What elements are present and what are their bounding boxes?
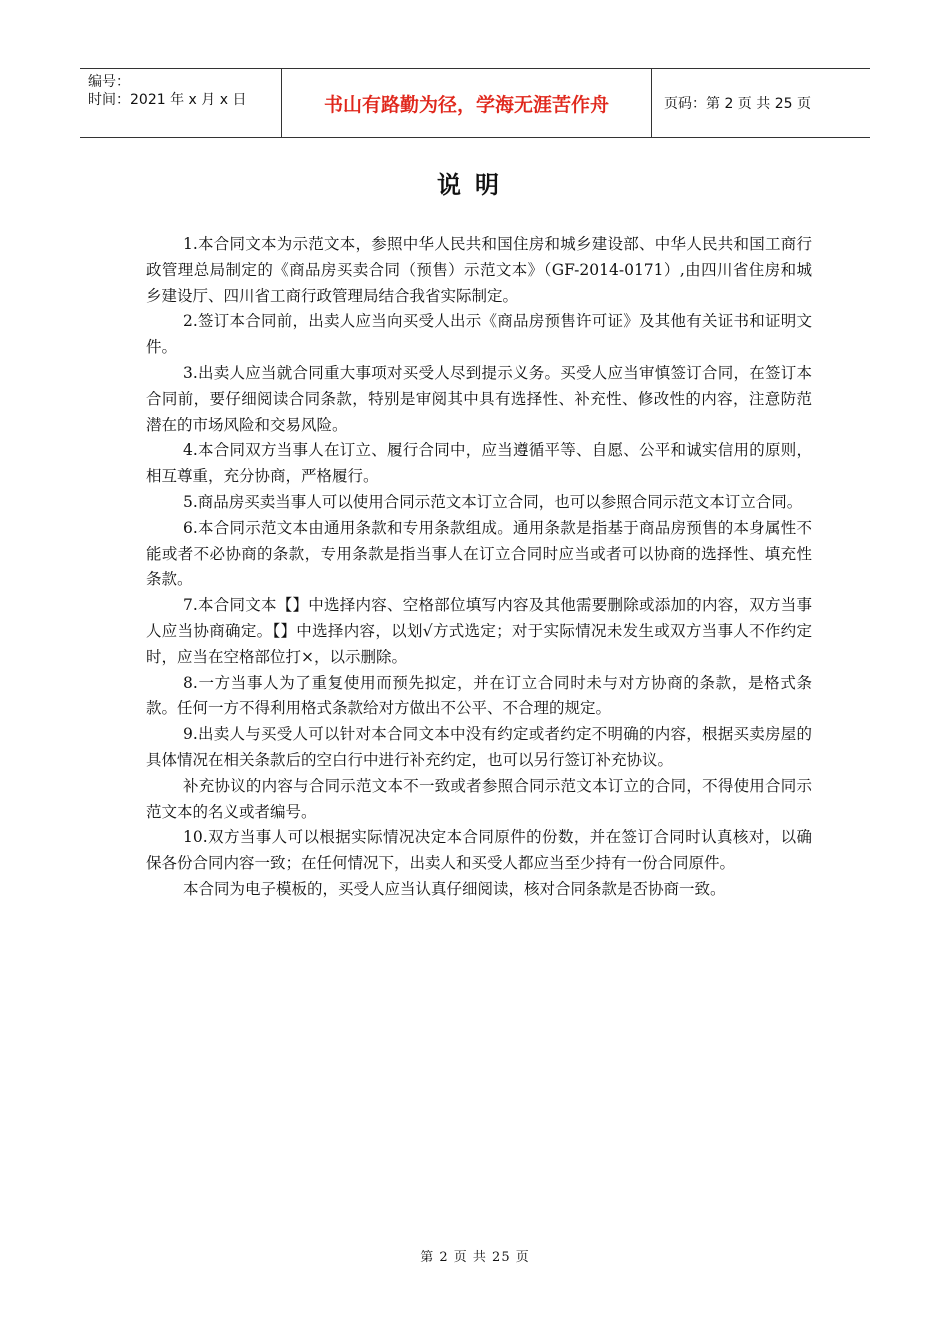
paragraph: 1.本合同文本为示范文本，参照中华人民共和国住房和城乡建设部、中华人民共和国工商行政管理总局制定的《商品房买卖合同（预售）示范文本》（GF-2014-0171）,由四川省住房和城乡建设厅、四川省工商行政管理局结合我省实际制定。 [146, 235, 812, 305]
paragraph: 3.出卖人应当就合同重大事项对买受人尽到提示义务。买受人应当审慎签订合同，在签订本合同前，要仔细阅读合同条款，特别是审阅其中具有选择性、补充性、修改性的内容，注意防范潜在的市场风险和交易风险。 [146, 363, 812, 434]
header-motto-cell [282, 69, 652, 137]
paragraph: 10.双方当事人可以根据实际情况决定本合同原件的份数，并在签订合同时认真核对，以确保各份合同内容一致；在任何情况下，出卖人和买受人都应当至少持有一份合同原件。 [146, 828, 812, 873]
paragraph: 8.一方当事人为了重复使用而预先拟定，并在订立合同时未与对方协商的条款，是格式条款。任何一方不得利用格式条款给对方做出不公平、不合理的规定。 [146, 673, 812, 718]
instructions-body [146, 232, 812, 903]
number-label: 编号： [88, 74, 130, 90]
motto-text: 书山有路勤为径，学海无涯苦作舟 [323, 93, 609, 116]
page-info: 页码：第 2 页 共 25 页 [664, 96, 811, 112]
header-page-cell [652, 69, 870, 137]
page-footer: 第 2 页 共 25 页 [420, 1250, 530, 1265]
time-label: 时间：2021 年 x 月 x 日 [88, 92, 247, 108]
header-meta-cell [80, 69, 282, 137]
paragraph: 7.本合同文本【】中选择内容、空格部位填写内容及其他需要删除或添加的内容，双方当事人应当协商确定。【】中选择内容，以划√方式选定；对于实际情况未发生或双方当事人不作约定时，应当在空格部位打×，以示删除。 [146, 596, 812, 666]
paragraph: 2.签订本合同前，出卖人应当向买受人出示《商品房预售许可证》及其他有关证书和证明文件。 [146, 312, 812, 357]
paragraph: 6.本合同示范文本由通用条款和专用条款组成。通用条款是指基于商品房预售的本身属性不能或者不必协商的条款，专用条款是指当事人在订立合同时应当或者可以协商的选择性、填充性条款。 [146, 518, 812, 589]
paragraph: 5.商品房买卖当事人可以使用合同示范文本订立合同，也可以参照合同示范文本订立合同。 [183, 492, 803, 511]
paragraph: 本合同为电子模板的，买受人应当认真仔细阅读，核对合同条款是否协商一致。 [183, 879, 726, 898]
paragraph: 4.本合同双方当事人在订立、履行合同中，应当遵循平等、自愿、公平和诚实信用的原则，相互尊重，充分协商，严格履行。 [146, 441, 812, 486]
paragraph: 9.出卖人与买受人可以针对本合同文本中没有约定或者约定不明确的内容，根据买卖房屋的具体情况在相关条款后的空白行中进行补充约定，也可以另行签订补充协议。 [146, 725, 812, 769]
page-title: 说明 [437, 171, 513, 199]
paragraph: 补充协议的内容与合同示范文本不一致或者参照合同示范文本订立的合同，不得使用合同示范文本的名义或者编号。 [146, 776, 812, 821]
document-header [80, 68, 870, 138]
